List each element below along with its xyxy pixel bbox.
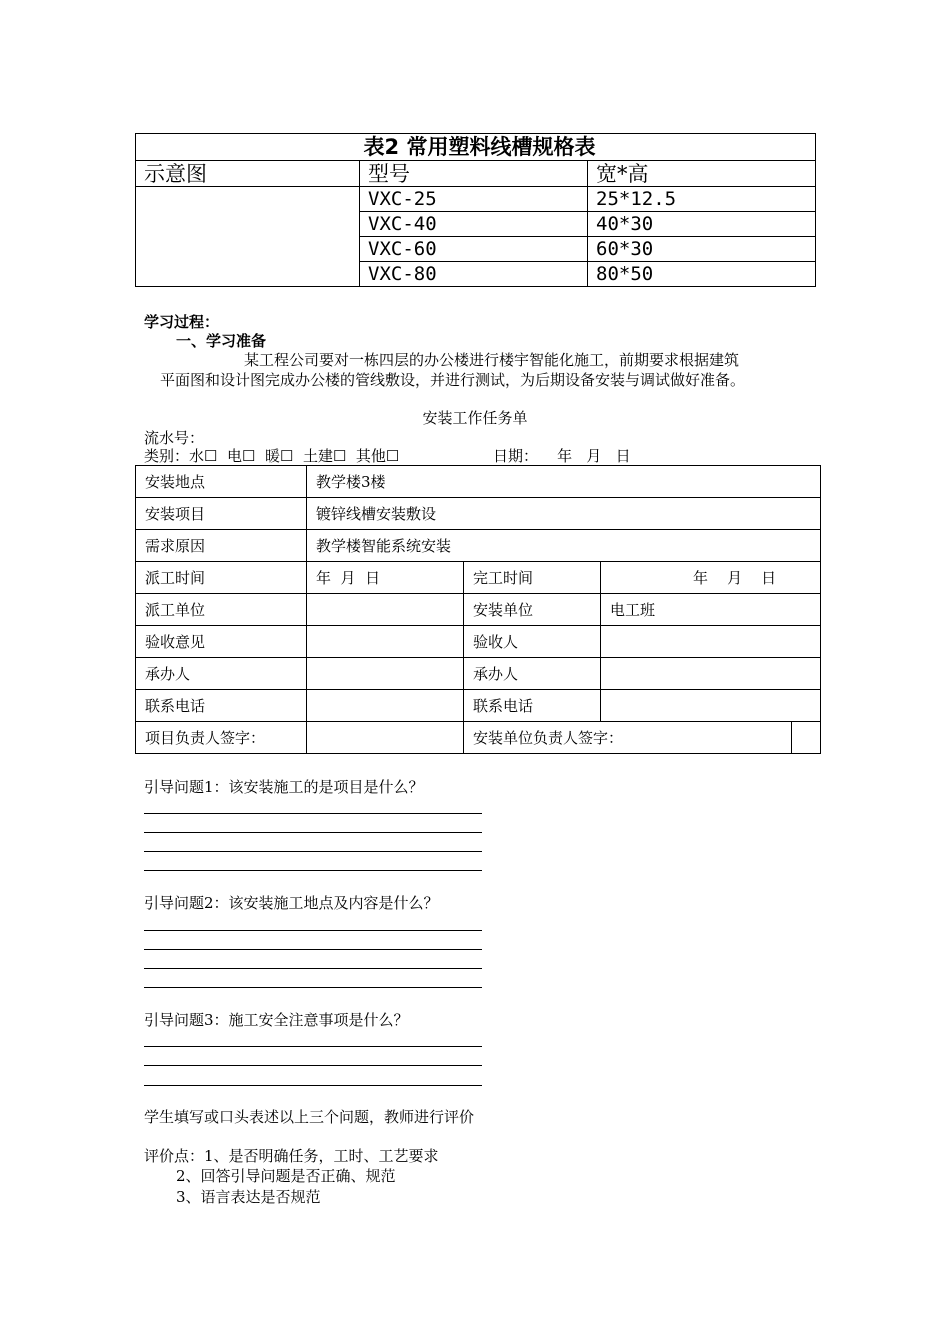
phone-label: 联系电话	[136, 690, 307, 722]
section-subheading: 一、学习准备	[176, 332, 267, 350]
spec-size-cell: 40*30	[588, 212, 816, 237]
pm-sign-label: 项目负责人签字：	[136, 722, 307, 754]
answer-line	[144, 1065, 482, 1066]
form-title: 安装工作任务单	[422, 409, 528, 427]
question-1: 引导问题1：该安装施工的是项目是什么？	[144, 778, 424, 796]
handler-label: 承办人	[136, 658, 307, 690]
spec-model-cell: VXC-80	[360, 262, 588, 287]
location-value: 教学楼3楼	[307, 466, 821, 498]
evaluation-instruction: 学生填写或口头表述以上三个问题，教师进行评价	[144, 1108, 475, 1126]
acceptance-label: 验收意见	[136, 626, 307, 658]
location-label: 安装地点	[136, 466, 307, 498]
evaluation-point-2: 2、回答引导问题是否正确、规范	[176, 1167, 396, 1185]
spec-model-cell: VXC-40	[360, 212, 588, 237]
spec-diagram-cell	[136, 187, 360, 287]
spec-table	[135, 133, 816, 287]
answer-line	[144, 832, 482, 833]
acceptance-value	[307, 626, 464, 658]
project-value: 镀锌线槽安装敷设	[307, 498, 821, 530]
spec-table-title: 表2 常用塑料线槽规格表	[136, 134, 816, 161]
spec-size-cell: 25*12.5	[588, 187, 816, 212]
answer-line	[144, 1046, 482, 1047]
acceptor-value	[601, 626, 821, 658]
answer-line	[144, 987, 482, 988]
spec-header-size: 宽*高	[588, 161, 816, 187]
phone-value	[307, 690, 464, 722]
pm-sign-value	[307, 722, 464, 754]
intro-line-2: 平面图和设计图完成办公楼的管线敷设，并进行测试，为后期设备安装与调试做好准备。	[160, 371, 746, 389]
intro-line-1: 某工程公司要对一栋四层的办公楼进行楼宇智能化施工，前期要求根据建筑	[244, 351, 740, 369]
project-label: 安装项目	[136, 498, 307, 530]
unit-sign-value	[791, 722, 820, 754]
finish-time-value: 年 月 日	[601, 562, 821, 594]
install-unit-label: 安装单位	[464, 594, 601, 626]
spec-header-model: 型号	[360, 161, 588, 187]
handler-label-2: 承办人	[464, 658, 601, 690]
spec-model-cell: VXC-25	[360, 187, 588, 212]
phone-label-2: 联系电话	[464, 690, 601, 722]
dispatch-unit-label: 派工单位	[136, 594, 307, 626]
evaluation-point-3: 3、语言表达是否规范	[176, 1188, 321, 1206]
date-line: 日期： 年 月 日	[493, 447, 631, 465]
install-unit-value: 电工班	[601, 594, 821, 626]
spec-header-diagram: 示意图	[136, 161, 360, 187]
section-label: 学习过程：	[144, 313, 220, 331]
acceptor-label: 验收人	[464, 626, 601, 658]
category-line: 类别：水☐ 电☐ 暖☐ 土建☐ 其他☐	[144, 447, 400, 465]
answer-line	[144, 813, 482, 814]
answer-line	[144, 968, 482, 969]
dispatch-time-value: 年 月 日	[307, 562, 464, 594]
question-2: 引导问题2：该安装施工地点及内容是什么？	[144, 894, 439, 912]
spec-size-cell: 80*50	[588, 262, 816, 287]
evaluation-point-1: 评价点：1、是否明确任务，工时、工艺要求	[144, 1147, 439, 1165]
answer-line	[144, 1085, 482, 1086]
unit-sign-label: 安装单位负责人签字：	[464, 722, 792, 754]
finish-time-label: 完工时间	[464, 562, 601, 594]
reason-value: 教学楼智能系统安装	[307, 530, 821, 562]
reason-label: 需求原因	[136, 530, 307, 562]
phone-value-2	[601, 690, 821, 722]
task-form-table	[135, 465, 821, 754]
spec-size-cell: 60*30	[588, 237, 816, 262]
handler-value-2	[601, 658, 821, 690]
handler-value	[307, 658, 464, 690]
question-3: 引导问题3：施工安全注意事项是什么？	[144, 1011, 409, 1029]
dispatch-time-label: 派工时间	[136, 562, 307, 594]
answer-line	[144, 949, 482, 950]
answer-line	[144, 930, 482, 931]
serial-number-label: 流水号：	[144, 429, 205, 447]
dispatch-unit-value	[307, 594, 464, 626]
answer-line	[144, 870, 482, 871]
answer-line	[144, 851, 482, 852]
spec-model-cell: VXC-60	[360, 237, 588, 262]
